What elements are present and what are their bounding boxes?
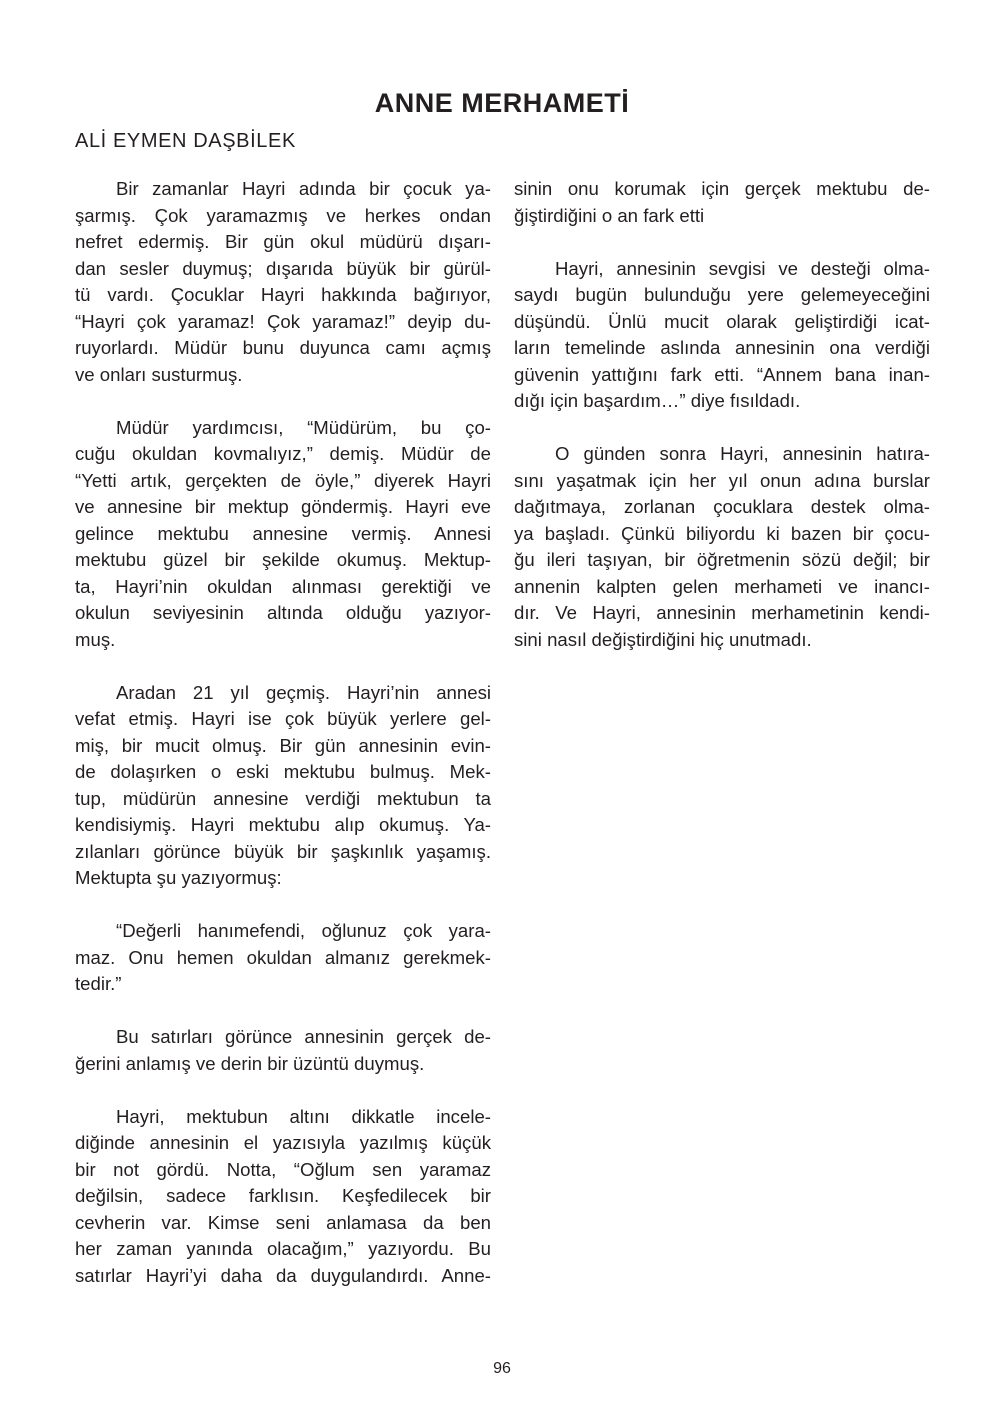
text-line: annenin kalpten gelen merhameti ve inancı- [514,575,930,597]
text-line: O günden sonra Hayri, annesinin hatıra- [555,443,930,464]
text-line: tup, müdürün annesine verdiği mektubun ta [75,787,491,809]
left-column [75,176,491,1316]
text-line: muş. [75,628,116,650]
text-line: her zaman yanında olacağım,” yazıyordu. Bu [75,1238,491,1259]
text-line: mektubu güzel bir şekilde okumuş. Mektup- [75,549,491,570]
text-line: düşündü. Ünlü mucit olarak geliştirdiği icat- [514,310,930,332]
text-line: ya başladı. Çünkü biliyordu ki bazen bir çocu- [514,522,930,544]
right-column [514,176,930,680]
text-line: dan sesler duymuş; dışarıda büyük bir gürül- [75,257,491,279]
paragraph [75,1104,491,1290]
text-line: dığı için başardım…” diye fısıldadı. [514,390,801,411]
page-number: 96 [493,1360,511,1377]
paragraph [75,176,491,388]
text-line: Bu satırları görünce annesinin gerçek de- [116,1026,491,1047]
text-line: sini nasıl değiştirdiğini hiç unutmadı. [514,628,812,650]
story-title: ANNE MERHAMETİ [374,88,630,119]
text-line: miş, bir mucit olmuş. Bir gün annesinin evin- [75,734,491,756]
text-line: “Yetti artık, gerçekten de öyle,” diyerek Hayri [75,469,491,491]
author-name: ALİ EYMEN DAŞBİLEK [75,130,296,152]
text-line: Müdür yardımcısı, “Müdürüm, bu ço- [116,416,491,438]
text-line: tedir.” [75,973,122,994]
text-line: güvenin yattığını fark etti. “Annem bana inan- [514,363,930,385]
paragraph [75,415,491,654]
text-line: maz. Onu hemen okuldan almanız gerekmek- [75,946,491,968]
paragraph [75,1024,491,1077]
text-line: ğu ileri taşıyan, bir öğretmenin sözü değil; bir [514,549,930,570]
text-line: bir not gördü. Notta, “Oğlum sen yaramaz [75,1158,491,1180]
text-line: diğinde annesinin el yazısıyla yazılmış küçük [75,1132,491,1153]
text-line: ların temelinde aslında annesinin ona verdiği [514,337,930,358]
text-line: okulun seviyesinin altında olduğu yazıyor- [75,602,491,623]
text-line: ve onları susturmuş. [75,363,243,385]
text-line: ğiştirdiğini o an fark etti [514,204,705,226]
text-line: tü vardı. Çocuklar Hayri hakkında bağırıyor, [75,284,491,305]
text-line: vefat etmiş. Hayri ise çok büyük yerlere gel- [75,708,491,729]
text-line: sını yaşatmak için her yıl onun adına burslar [514,469,930,491]
text-line: kendisiymiş. Hayri mektubu alıp okumuş. Ya- [75,814,491,835]
text-line: ruyorlardı. Müdür bunu duyunca camı açmış [75,337,491,358]
text-line: dağıtmaya, zorlanan çocuklara destek olma- [514,496,930,517]
text-line: nefret edermiş. Bir gün okul müdürü dışarı- [75,231,491,252]
quoted-letter-paragraph [75,918,491,998]
text-line: zılanları görünce büyük bir şaşkınlık yaşamış. [75,840,491,862]
text-line: değilsin, sadece farklısın. Keşfedilecek bir [75,1185,491,1206]
text-line: “Değerli hanımefendi, oğlunuz çok yara- [116,920,491,941]
paragraph [75,680,491,892]
text-line: Hayri, mektubun altını dikkatle incele- [116,1105,491,1127]
text-line: Aradan 21 yıl geçmiş. Hayri’nin annesi [116,681,491,703]
text-line: şarmış. Çok yaramazmış ve herkes ondan [75,204,491,226]
text-line: Bir zamanlar Hayri adında bir çocuk ya- [116,178,491,199]
text-line: cevherin var. Kimse seni anlamasa da ben [75,1211,491,1233]
text-line: de dolaşırken o eski mektubu bulmuş. Mek- [75,761,491,782]
text-line: ve annesine bir mektup göndermiş. Hayri eve [75,496,491,517]
text-line: Mektupta şu yazıyormuş: [75,867,282,888]
text-line: ğerini anlamış ve derin bir üzüntü duymuş. [75,1052,425,1074]
text-line: gelince mektubu annesine vermiş. Annesi [75,522,491,544]
text-line: cuğu okuldan kovmalıyız,” demiş. Müdür de [75,443,491,464]
text-line: dır. Ve Hayri, annesinin merhametinin kendi- [514,602,930,623]
text-line: sinin onu korumak için gerçek mektubu de- [514,178,930,199]
text-line: “Hayri çok yaramaz! Çok yaramaz!” deyip du- [75,310,491,332]
paragraph-continuation [514,176,930,229]
paragraph [514,441,930,653]
text-line: saydı bugün bulunduğu yere gelemeyeceğini [514,284,930,305]
text-line: satırlar Hayri’yi daha da duygulandırdı. Anne- [75,1264,491,1286]
paragraph [514,256,930,415]
text-line: ta, Hayri’nin okuldan alınması gerektiği ve [75,575,491,597]
text-line: Hayri, annesinin sevgisi ve desteği olma- [555,257,930,279]
